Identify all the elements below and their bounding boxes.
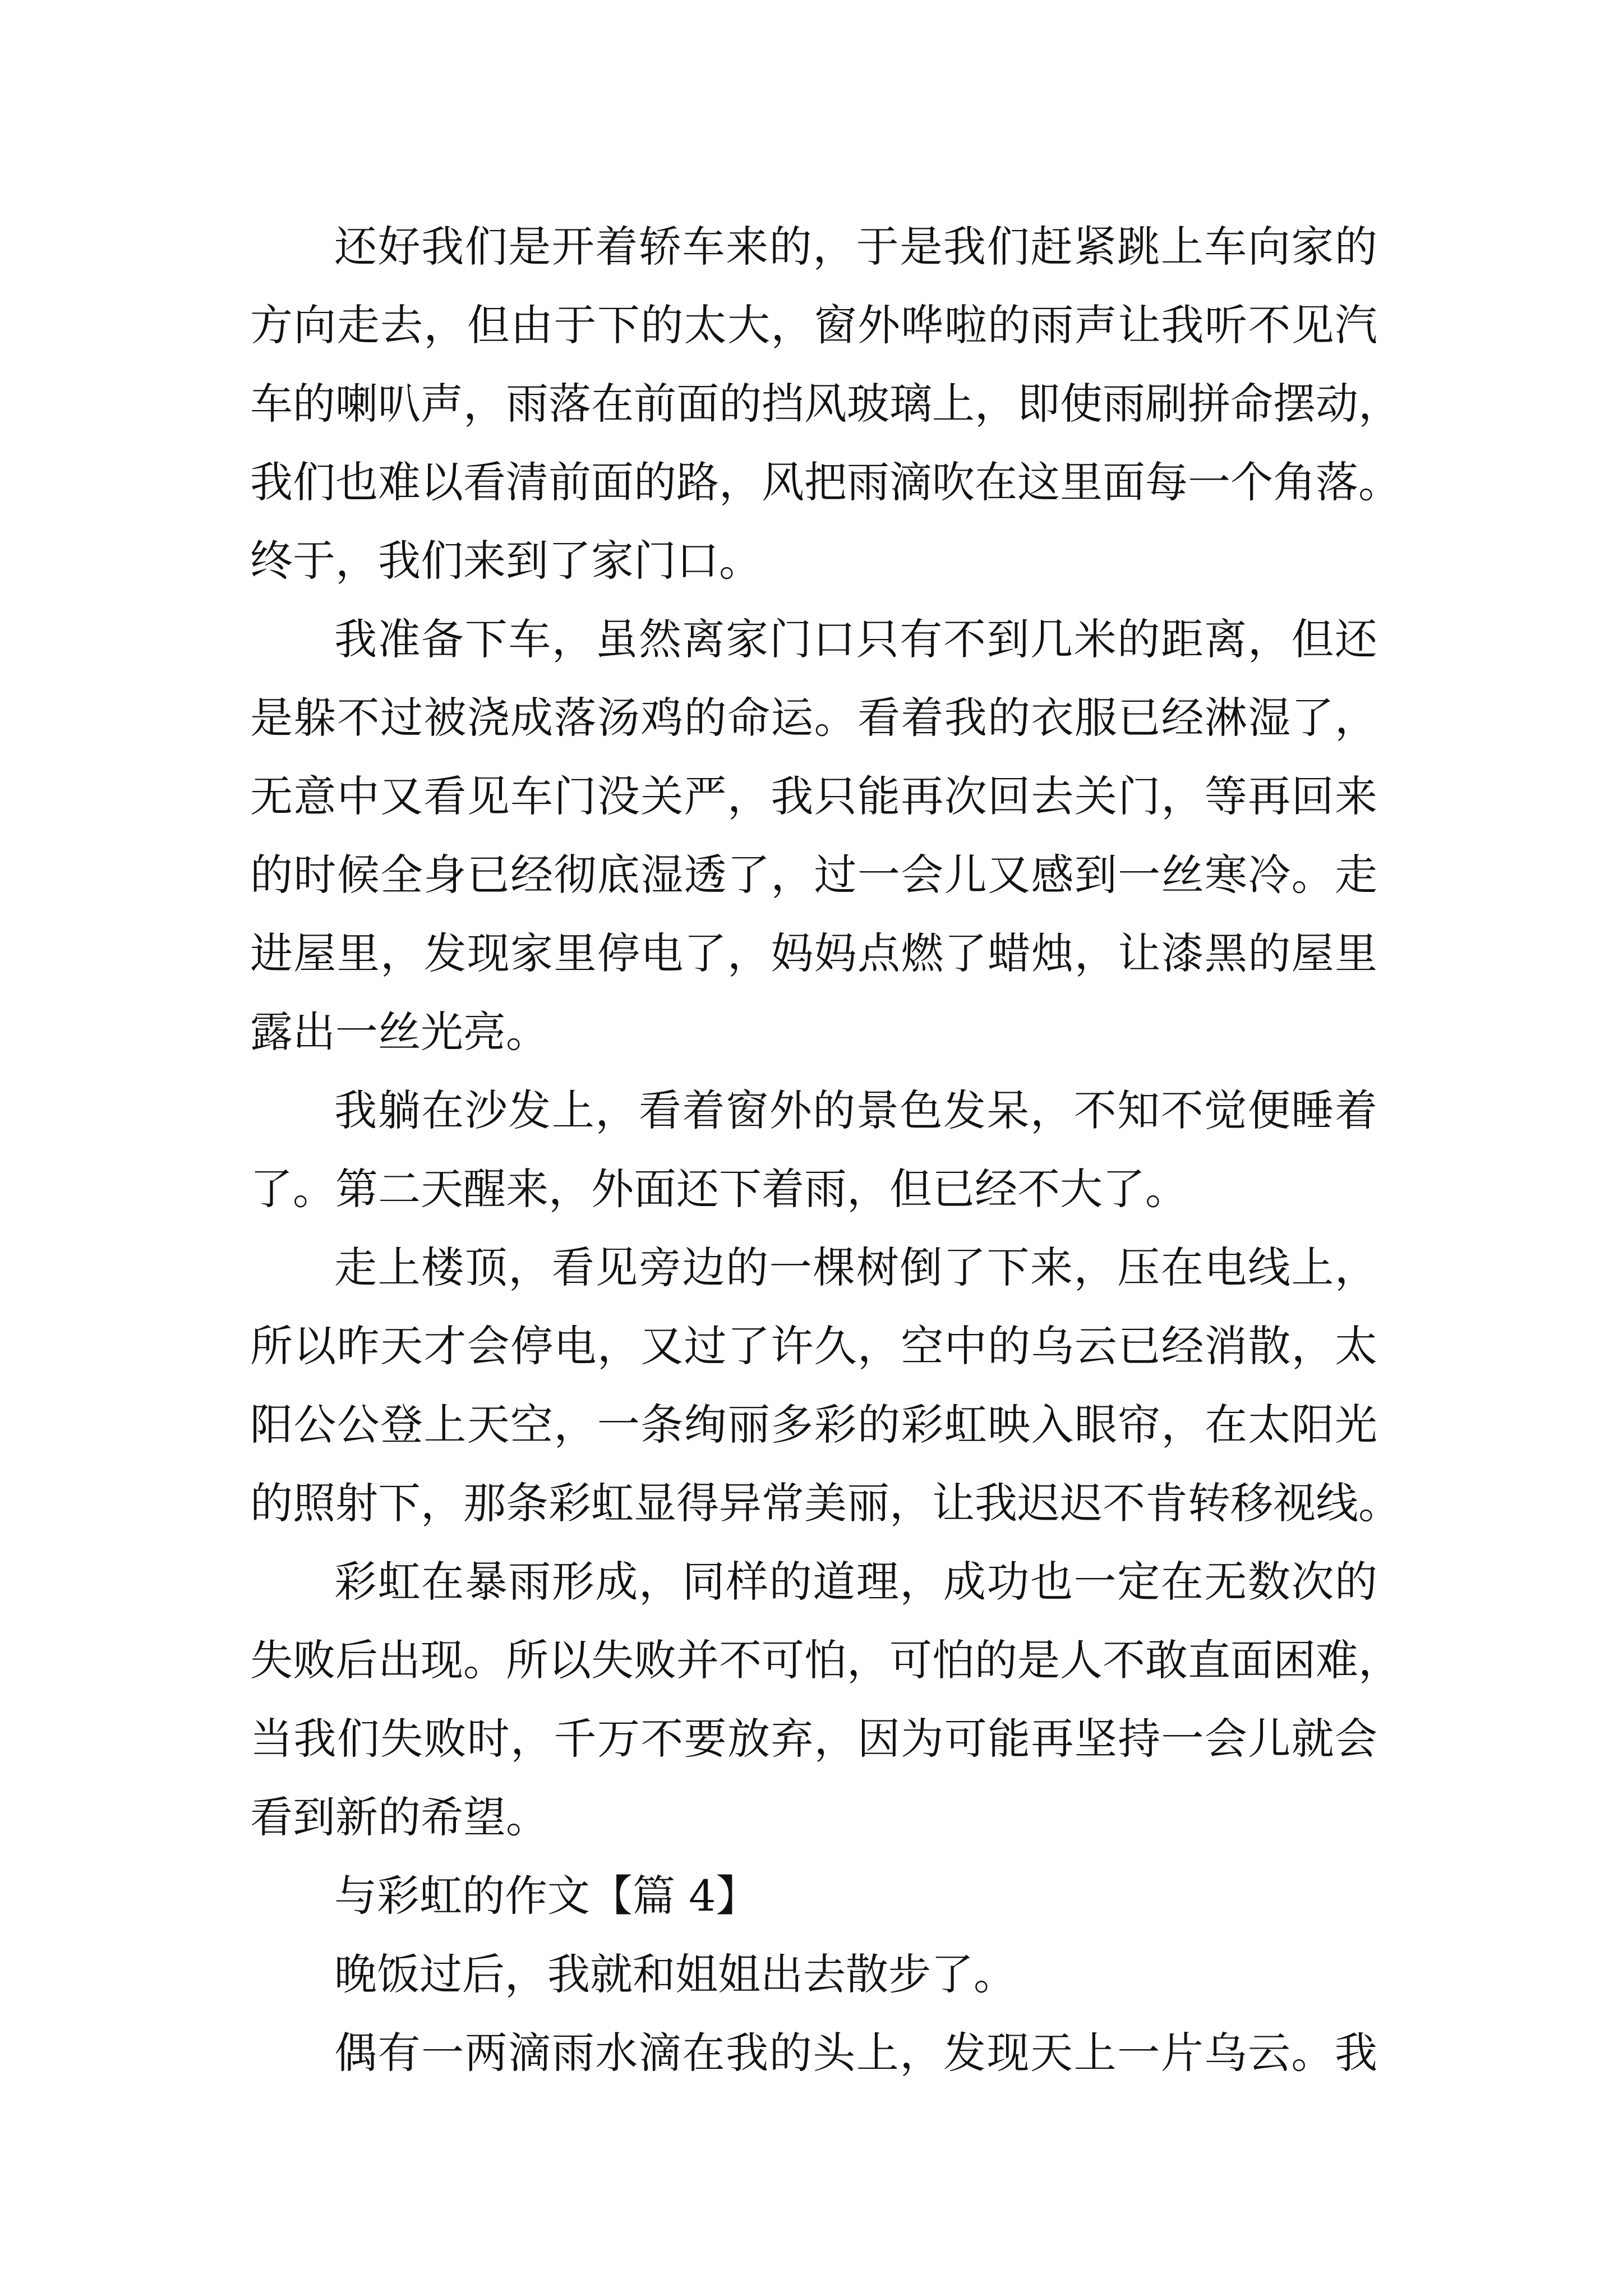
text-line: 了。第二天醒来，外面还下着雨，但已经不大了。 <box>250 1164 1188 1214</box>
text-line: 所以昨天才会停电，又过了许久，空中的乌云已经消散，太 <box>250 1321 1377 1371</box>
text-line: 当我们失败时，千万不要放弃，因为可能再坚持一会儿就会 <box>250 1714 1377 1764</box>
text-line: 是躲不过被浇成落汤鸡的命运。看着我的衣服已经淋湿了， <box>250 693 1377 743</box>
text-line: 的照射下，那条彩虹显得异常美丽，让我迟迟不肯转移视线。 <box>250 1478 1401 1528</box>
text-line: 我准备下车，虽然离家门口只有不到几米的距离，但还 <box>334 614 1377 664</box>
text-line: 进屋里，发现家里停电了，妈妈点燃了蜡烛，让漆黑的屋里 <box>250 928 1377 978</box>
text-line: 我躺在沙发上，看着窗外的景色发呆，不知不觉便睡着 <box>334 1085 1377 1135</box>
text-line: 晚饭过后，我就和姐姐出去散步了。 <box>334 1949 1016 1999</box>
text-line: 的时候全身已经彻底湿透了，过一会儿又感到一丝寒冷。走 <box>250 850 1377 900</box>
text-line: 终于，我们来到了家门口。 <box>250 536 762 586</box>
text-line: 无意中又看见车门没关严，我只能再次回去关门，等再回来 <box>250 771 1377 821</box>
text-line: 失败后出现。所以失败并不可怕，可怕的是人不敢直面困难， <box>250 1635 1401 1685</box>
text-line: 看到新的希望。 <box>250 1792 548 1842</box>
section-heading: 与彩虹的作文【篇 4】 <box>334 1871 759 1921</box>
text-line: 方向走去，但由于下的太大，窗外哗啦的雨声让我听不见汽 <box>250 300 1377 350</box>
text-line: 露出一丝光亮。 <box>250 1007 548 1057</box>
text-line: 走上楼顶，看见旁边的一棵树倒了下来，压在电线上， <box>334 1243 1377 1292</box>
text-line: 我们也难以看清前面的路，风把雨滴吹在这里面每一个角落。 <box>250 457 1401 507</box>
text-line: 彩虹在暴雨形成，同样的道理，成功也一定在无数次的 <box>334 1557 1377 1607</box>
text-line: 偶有一两滴雨水滴在我的头上，发现天上一片乌云。我 <box>334 2028 1377 2078</box>
text-line: 还好我们是开着轿车来的，于是我们赶紧跳上车向家的 <box>334 222 1377 272</box>
text-line: 车的喇叭声，雨落在前面的挡风玻璃上，即使雨刷拼命摆动， <box>250 379 1401 429</box>
text-line: 阳公公登上天空，一条绚丽多彩的彩虹映入眼帘，在太阳光 <box>250 1400 1377 1450</box>
